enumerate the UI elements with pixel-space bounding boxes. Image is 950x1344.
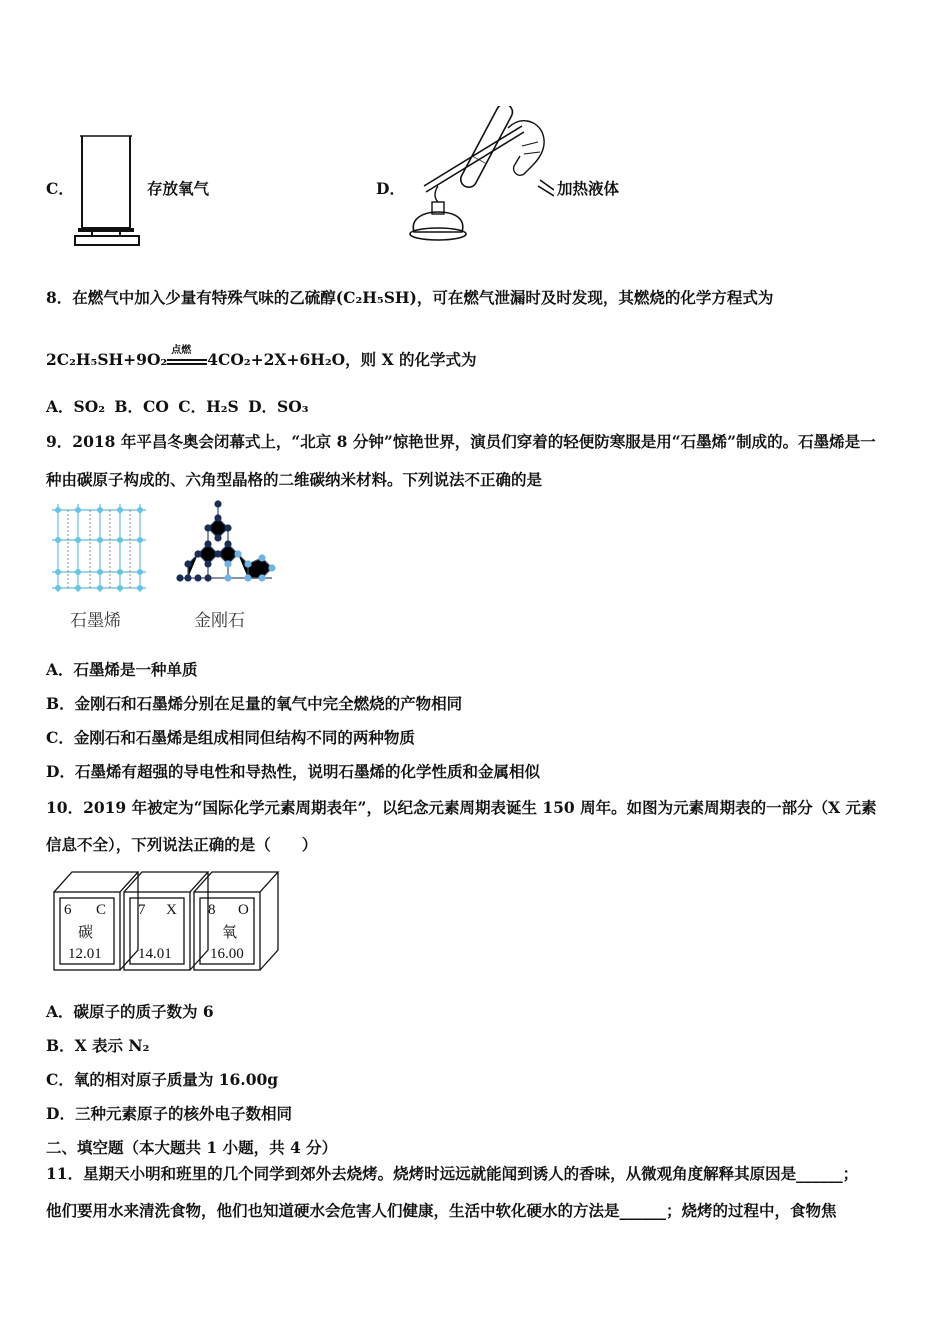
question-11-line-2: 他们要用水来清洗食物，他们也知道硬水会危害人们健康，生活中软化硬水的方法是______；烧烤的过程中，食物焦 [46, 1201, 837, 1220]
question-10-option-a: A．碳原子的质子数为 6 [46, 1002, 214, 1021]
graphene-caption: 石墨烯 [70, 611, 121, 631]
cell-o-number: 8 [208, 902, 216, 918]
question-8-number: 8． [46, 288, 73, 307]
question-8-text: 在燃气中加入少量有特殊气味的乙硫醇(C₂H₅SH)，可在燃气泄漏时及时发现，其燃烧的化学方程式为 [72, 288, 774, 307]
question-9-line-2: 种由碳原子构成的、六角型晶格的二维碳纳米材料。下列说法不正确的是 [46, 470, 543, 489]
graphene-structure-figure [48, 500, 150, 596]
question-9-option-b: B．金刚石和石墨烯分别在足量的氧气中完全燃烧的产物相同 [46, 694, 463, 713]
question-10-line-2: 信息不全），下列说法正确的是（ ） [46, 835, 318, 854]
question-8-options: A．SO₂ B．CO C．H₂S D．SO₃ [46, 397, 309, 416]
option-c-text: 存放氧气 [147, 179, 210, 198]
question-9-option-c: C．金刚石和石墨烯是组成相同但结构不同的两种物质 [46, 728, 415, 747]
question-10-line-1: 10．2019 年被定为“国际化学元素周期表年”，以纪念元素周期表诞生 150 周年。如图为元素周期表的一部分（X 元素 [46, 798, 877, 817]
question-10-option-c: C．氧的相对原子质量为 16.00g [46, 1070, 279, 1089]
option-d-text: 加热液体 [557, 179, 620, 198]
cell-c-number: 6 [64, 902, 72, 918]
cell-x-symbol: X [166, 902, 177, 918]
option-c-letter: C． [46, 179, 74, 198]
section-2-heading: 二、填空题（本大题共 1 小题，共 4 分） [46, 1138, 338, 1157]
cell-o-name: 氧 [222, 923, 238, 941]
question-8-stem [46, 286, 773, 308]
question-8-equation [46, 345, 477, 370]
equation-left: 2C₂H₅SH+9O₂ [46, 350, 168, 369]
question-9-line-1: 9．2018 年平昌冬奥会闭幕式上，“北京 8 分钟”惊艳世界，演员们穿着的轻便防寒服是用“石墨烯”制成的。石墨烯是一 [46, 432, 876, 451]
cell-c-name: 碳 [78, 923, 94, 941]
gas-jar-figure [74, 132, 144, 250]
reaction-condition [167, 345, 207, 369]
cell-x-number: 7 [138, 902, 146, 918]
diamond-structure-figure [172, 498, 280, 590]
cell-o-symbol: O [238, 902, 249, 918]
cell-c-symbol: C [96, 902, 107, 918]
question-10-option-b: B．X 表示 N₂ [46, 1036, 150, 1055]
cell-x-mass: 14.01 [138, 946, 172, 962]
cell-o-mass: 16.00 [210, 946, 244, 962]
heating-liquid-figure [404, 106, 554, 248]
periodic-table-excerpt [50, 868, 286, 972]
question-11-line-1: 11．星期天小明和班里的几个同学到郊外去烧烤。烧烤时远远就能闻到诱人的香味，从微观角度解释其原因是______； [46, 1164, 859, 1183]
condition-text: 点燃 [171, 345, 192, 356]
question-9-option-a: A．石墨烯是一种单质 [46, 660, 198, 679]
cell-c-mass: 12.01 [68, 946, 102, 962]
option-d-letter: D． [376, 179, 405, 198]
question-10-option-d: D．三种元素原子的核外电子数相同 [46, 1104, 292, 1123]
diamond-caption: 金刚石 [194, 611, 245, 631]
equation-right: 4CO₂+2X+6H₂O，则 X 的化学式为 [207, 350, 477, 369]
question-9-option-d: D．石墨烯有超强的导电性和导热性，说明石墨烯的化学性质和金属相似 [46, 762, 540, 781]
